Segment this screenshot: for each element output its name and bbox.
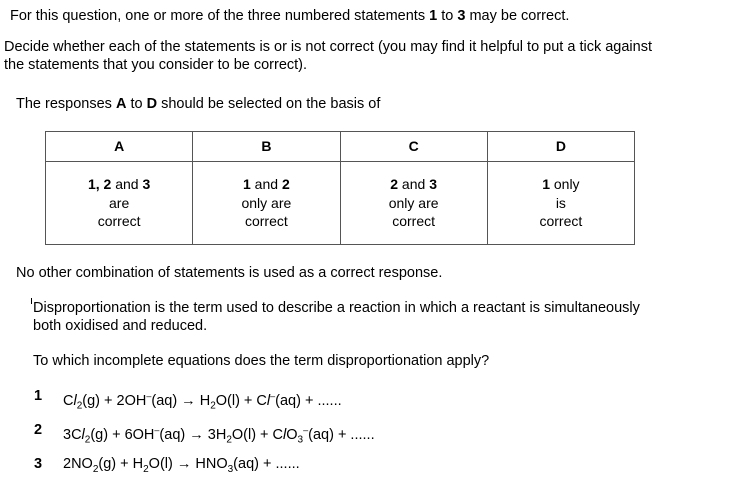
instruction-line-3: the statements that you consider to be correct). <box>4 57 308 73</box>
table-cell: 1, 2 and 3 are correct <box>46 162 193 245</box>
table-cell: 1 only is correct <box>487 162 634 245</box>
table-header-cell: D <box>487 132 634 162</box>
combination-note: No other combination of statements is used as a correct response. <box>16 265 443 281</box>
table-row <box>46 162 635 245</box>
question-prompt: To which incomplete equations does the term disproportionation apply? <box>33 353 490 369</box>
statement-number: 1 <box>34 388 43 404</box>
response-key-table <box>45 131 635 245</box>
statement-number: 2 <box>34 422 43 438</box>
table-cell: 1 and 2 only are correct <box>193 162 340 245</box>
responses-basis-line: The responses A to D should be selected on the basis of <box>16 96 381 112</box>
table-cell: 2 and 3 only are correct <box>340 162 487 245</box>
question-para-line-1: Disproportionation is the term used to describe a reaction in which a reactant is simultaneously <box>33 300 640 316</box>
text-cursor-mark <box>31 298 32 304</box>
table-header-row <box>46 132 635 162</box>
instruction-line-1: For this question, one or more of the three numbered statements 1 to 3 may be correct. <box>10 8 570 24</box>
statement-equation: $2NO_2(g) + H_2O(l) \to HNO_3(aq)$ + ...... <box>63 456 300 475</box>
statement-number: 3 <box>34 456 43 472</box>
table-header-cell: B <box>193 132 340 162</box>
question-para-line-2: both oxidised and reduced. <box>33 318 208 334</box>
statement-equation: $3Cl_2(g) + 6OH^-(aq) \to 3H_2O(l) + ClO_3^-(aq)$ + ...... <box>63 425 375 446</box>
instruction-line-2: Decide whether each of the statements is or is not correct (you may find it helpful to put a tick against <box>4 39 652 55</box>
table-header-cell: C <box>340 132 487 162</box>
statement-equation: $Cl_2(g) + 2OH^-(aq) \to H_2O(l) + Cl^-(aq)$ + ...... <box>63 391 342 412</box>
table-header-cell: A <box>46 132 193 162</box>
